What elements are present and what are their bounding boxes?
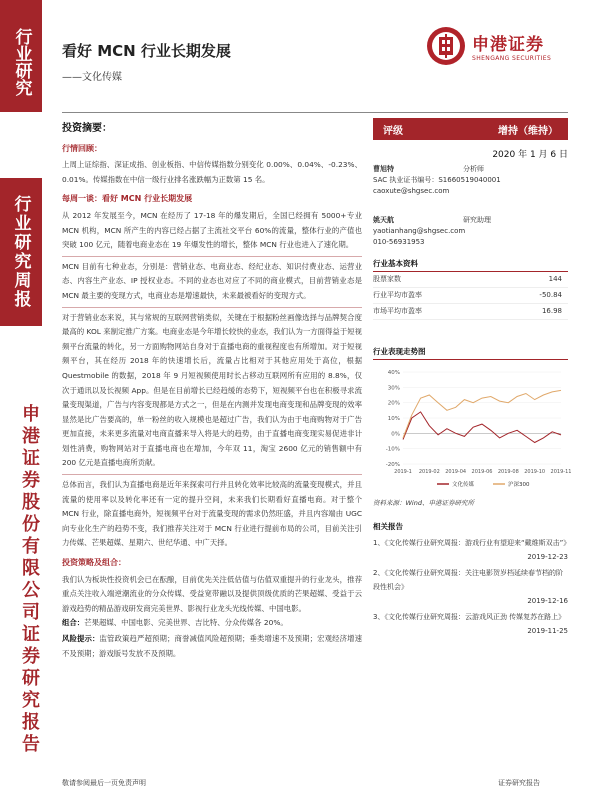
related-report-title: 2、《文化传媒行业研究周报：关注电影贺岁档延续春节档的阶段性机会》: [373, 569, 563, 591]
basics-row: [373, 304, 568, 320]
related-report-title: 3、《文化传媒行业研究周报：云游戏风正劲 传媒复苏在路上》: [373, 613, 566, 621]
footer-disclaimer: 敬请参阅最后一页免责声明: [62, 779, 146, 787]
y-tick-label: -10%: [385, 446, 400, 453]
legend-label: 文化传媒: [452, 482, 475, 488]
y-tick-label: 0%: [391, 431, 400, 438]
analyst-2: [373, 215, 568, 248]
related-report[interactable]: [373, 610, 568, 638]
page-subtitle: ——文化传媒: [62, 72, 122, 83]
y-tick-label: 20%: [387, 400, 400, 407]
related-report[interactable]: [373, 536, 571, 564]
chart-source: 资料来源：Wind、申港证券研究所: [373, 499, 474, 507]
basics-value: 144: [548, 275, 562, 283]
sidebar-report-type-box: 行业研究周报: [0, 178, 42, 326]
logo-name-cn: 申港证券: [472, 35, 544, 55]
x-tick-label: 2019-02: [418, 469, 440, 475]
company-logo: [426, 24, 586, 68]
summary-heading: 投资摘要：: [62, 123, 112, 134]
sidebar-category-box: 行业研究: [0, 0, 42, 112]
rating-bar: [373, 118, 568, 140]
x-tick-label: 2019-1: [394, 469, 412, 475]
sidebar-brand-text: 申港证券股份有限公司证券研究报告: [19, 404, 40, 756]
y-tick-label: 40%: [387, 370, 400, 376]
basics-heading: 行业基本资料: [373, 258, 568, 272]
logo-emblem-icon: [426, 26, 466, 66]
portfolio-line: [62, 616, 362, 631]
analyst-title: 研究助理: [463, 216, 491, 224]
footer-label: 证券研究报告: [498, 779, 540, 787]
market-review-heading: 行情回顾：: [62, 143, 102, 153]
strategy-heading: 投资策略及组合：: [62, 558, 126, 568]
trend-chart: [373, 364, 572, 492]
portfolio-text: 芒果超媒、中国电影、完美世界、吉比特、分众传媒各 20%。: [84, 618, 288, 628]
x-tick-label: 2019-10: [524, 469, 546, 475]
related-report-date: 2019-11-25: [527, 627, 568, 635]
portfolio-label: 组合：: [62, 618, 85, 628]
y-tick-label: -20%: [385, 462, 400, 468]
related-report[interactable]: [373, 566, 568, 608]
main-content: [62, 118, 362, 661]
series-line: [403, 390, 561, 438]
paragraph-4: 总体而言，我们认为直播电商是近年来探索可行并且转化效率比较高的流量变现模式，并且流量的使用率以及转化率还有一定的提升空间，未来我们长期看好直播电商。对于整个 MCN 行业，除直播电商外，短视频平台对于流量变现的需求仍然旺盛，并且内容端由 UGC 向专业化生产的趋势不变，我们推荐关注对于 MCN 行业进行提前布局的公司，目前关注引力传媒、芒果超媒、星期六、世纪华通、中广天择。: [62, 480, 362, 548]
header-divider: [62, 112, 568, 113]
basics-row: [373, 272, 568, 288]
paragraph-3: 对于营销业态来说，其与常规的互联网营销类似，关键在于根据粉丝画像选择与品牌契合度最高的 KOL 来制定推广方案。电商业态是今年增长较快的业态，我们认为一方面得益于短视频平台流量的转化，另一方面购物网站自身对于直播电商的重视程度也有所增加。对于短视频平台，其在经历 2018 年的快速增长后，流量占比相对于其他应用处于高位，根据 Questmobile 的数据，2018 年 9 月短视频使用时长占移动互联网所有应用的 8.8%，仅次于通讯以及长视频 App。但是在目前增长已经趋缓的态势下，短视频平台也在积极寻求流量变现渠道，广告与内容变现都是方式之一，但是在内测并发现电商变现和品牌变现的效率显然是比广告要高的，单一粉丝的收入规模也是超过广告，我们认为由于电商购物对于广告更加直接，未来更多流量对电商直播来导入将是大的趋势，由于直播电商变现实易促进非计划性消费，购物网站对于直播电商也在增加，今年双 11，淘宝 2600 亿元的销售额中有 200 亿元是直播电商所贡献。: [62, 312, 362, 468]
analyst-sac: SAC 执业证书编号：S1660519040001: [373, 176, 501, 184]
right-sidebar: [373, 118, 572, 638]
divider: [62, 307, 362, 308]
related-list: [373, 536, 571, 638]
series-line: [403, 412, 561, 443]
basics-table: [373, 272, 568, 320]
analyst-email[interactable]: yaotianhang@shgsec.com: [373, 227, 466, 235]
divider: [62, 256, 362, 257]
related-report-date: 2019-12-16: [527, 597, 568, 605]
page-title: 看好 MCN 行业长期发展: [62, 42, 231, 60]
risk-line: [62, 632, 362, 661]
rating-value: 增持（维持）: [498, 125, 558, 137]
strategy-text: 我们认为板块性投资机会已在酝酿，目前优先关注低估值与估值双重提升的行业龙头，推荐重点关注收入端逆潮流业的分众传媒、受益宽带融以及提供顶级优质的芒果超媒、受益于云游戏趋势的精品游戏研发商完美世界、影视行业龙头光线传媒、中国电影。: [62, 574, 362, 613]
analyst-phone: 010-56931953: [373, 238, 425, 246]
rating-label: 评级: [383, 125, 403, 137]
basics-value: -50.84: [539, 291, 562, 299]
analyst-email[interactable]: caoxute@shgsec.com: [373, 187, 450, 195]
y-tick-label: 10%: [387, 416, 400, 422]
basics-key: 股票家数: [373, 275, 401, 283]
analyst-title: 分析师: [463, 165, 484, 173]
basics-key: 行业平均市盈率: [373, 291, 422, 299]
related-report-title: 1、《文化传媒行业研究周报：游戏行业有望迎来“戴维斯双击”》: [373, 539, 571, 547]
x-tick-label: 2019-04: [445, 469, 467, 475]
analyst-name: 曹旭特: [373, 165, 394, 173]
related-heading: 相关报告: [373, 522, 403, 531]
risk-text: 监管政策趋严超预期；商誉减值风险超预期；垂类增速不及预期；宏观经济增速不及预期；游戏版号发放不及预期。: [62, 634, 362, 658]
divider: [62, 474, 362, 475]
left-band: [0, 0, 42, 800]
market-review-text: 上周上证综指、深证成指、创业板指、中信传媒指数分别变化 0.00%、0.04%、-0.23%、0.01%。传媒指数在中信一级行业排名涨跌幅为正数第 15 名。: [62, 160, 362, 184]
report-date: 2020 年 1 月 6 日: [492, 150, 568, 160]
x-tick-label: 2019-11: [550, 469, 572, 475]
paragraph-1: 从 2012 年发展至今，MCN 在经历了 17-18 年的爆发期后，全国已经拥有 5000+专业 MCN 机构，MCN 所产生的内容已经占据了主流社交平台 60%的流量，整体行业的产值也突破 100 亿元，随着电商业态在 19 年爆发性的增长，整体 MCN 行业也进入了速化期。: [62, 210, 362, 250]
basics-value: 16.98: [541, 307, 562, 315]
analyst-1: [373, 164, 568, 197]
related-report-date: 2019-12-23: [527, 553, 568, 561]
paragraph-2: MCN 目前有七种业态，分别是：营销业态、电商业态、经纪业态、知识付费业态、运营业态、内容生产业态、IP 授权业态。不同的业态也对应了不同的商业模式，目前营销业态是 MCN 最主要的变现方式，电商业态是增速最快，未来最被看好的变现方式。: [62, 261, 362, 300]
logo-name-en: SHENGANG SECURITIES: [472, 55, 552, 62]
x-tick-label: 2019-06: [471, 469, 493, 475]
trend-heading: 行业表现走势图: [373, 346, 568, 360]
risk-label: 风险提示：: [62, 634, 100, 643]
legend-label: 沪深300: [508, 482, 530, 488]
weekly-talk-heading: 每周一谈：看好 MCN 行业长期发展: [62, 194, 193, 204]
x-tick-label: 2019-08: [497, 469, 519, 475]
y-tick-label: 30%: [387, 385, 400, 392]
analyst-name: 姚天航: [373, 216, 394, 224]
basics-row: [373, 288, 568, 304]
basics-key: 市场平均市盈率: [373, 307, 422, 315]
